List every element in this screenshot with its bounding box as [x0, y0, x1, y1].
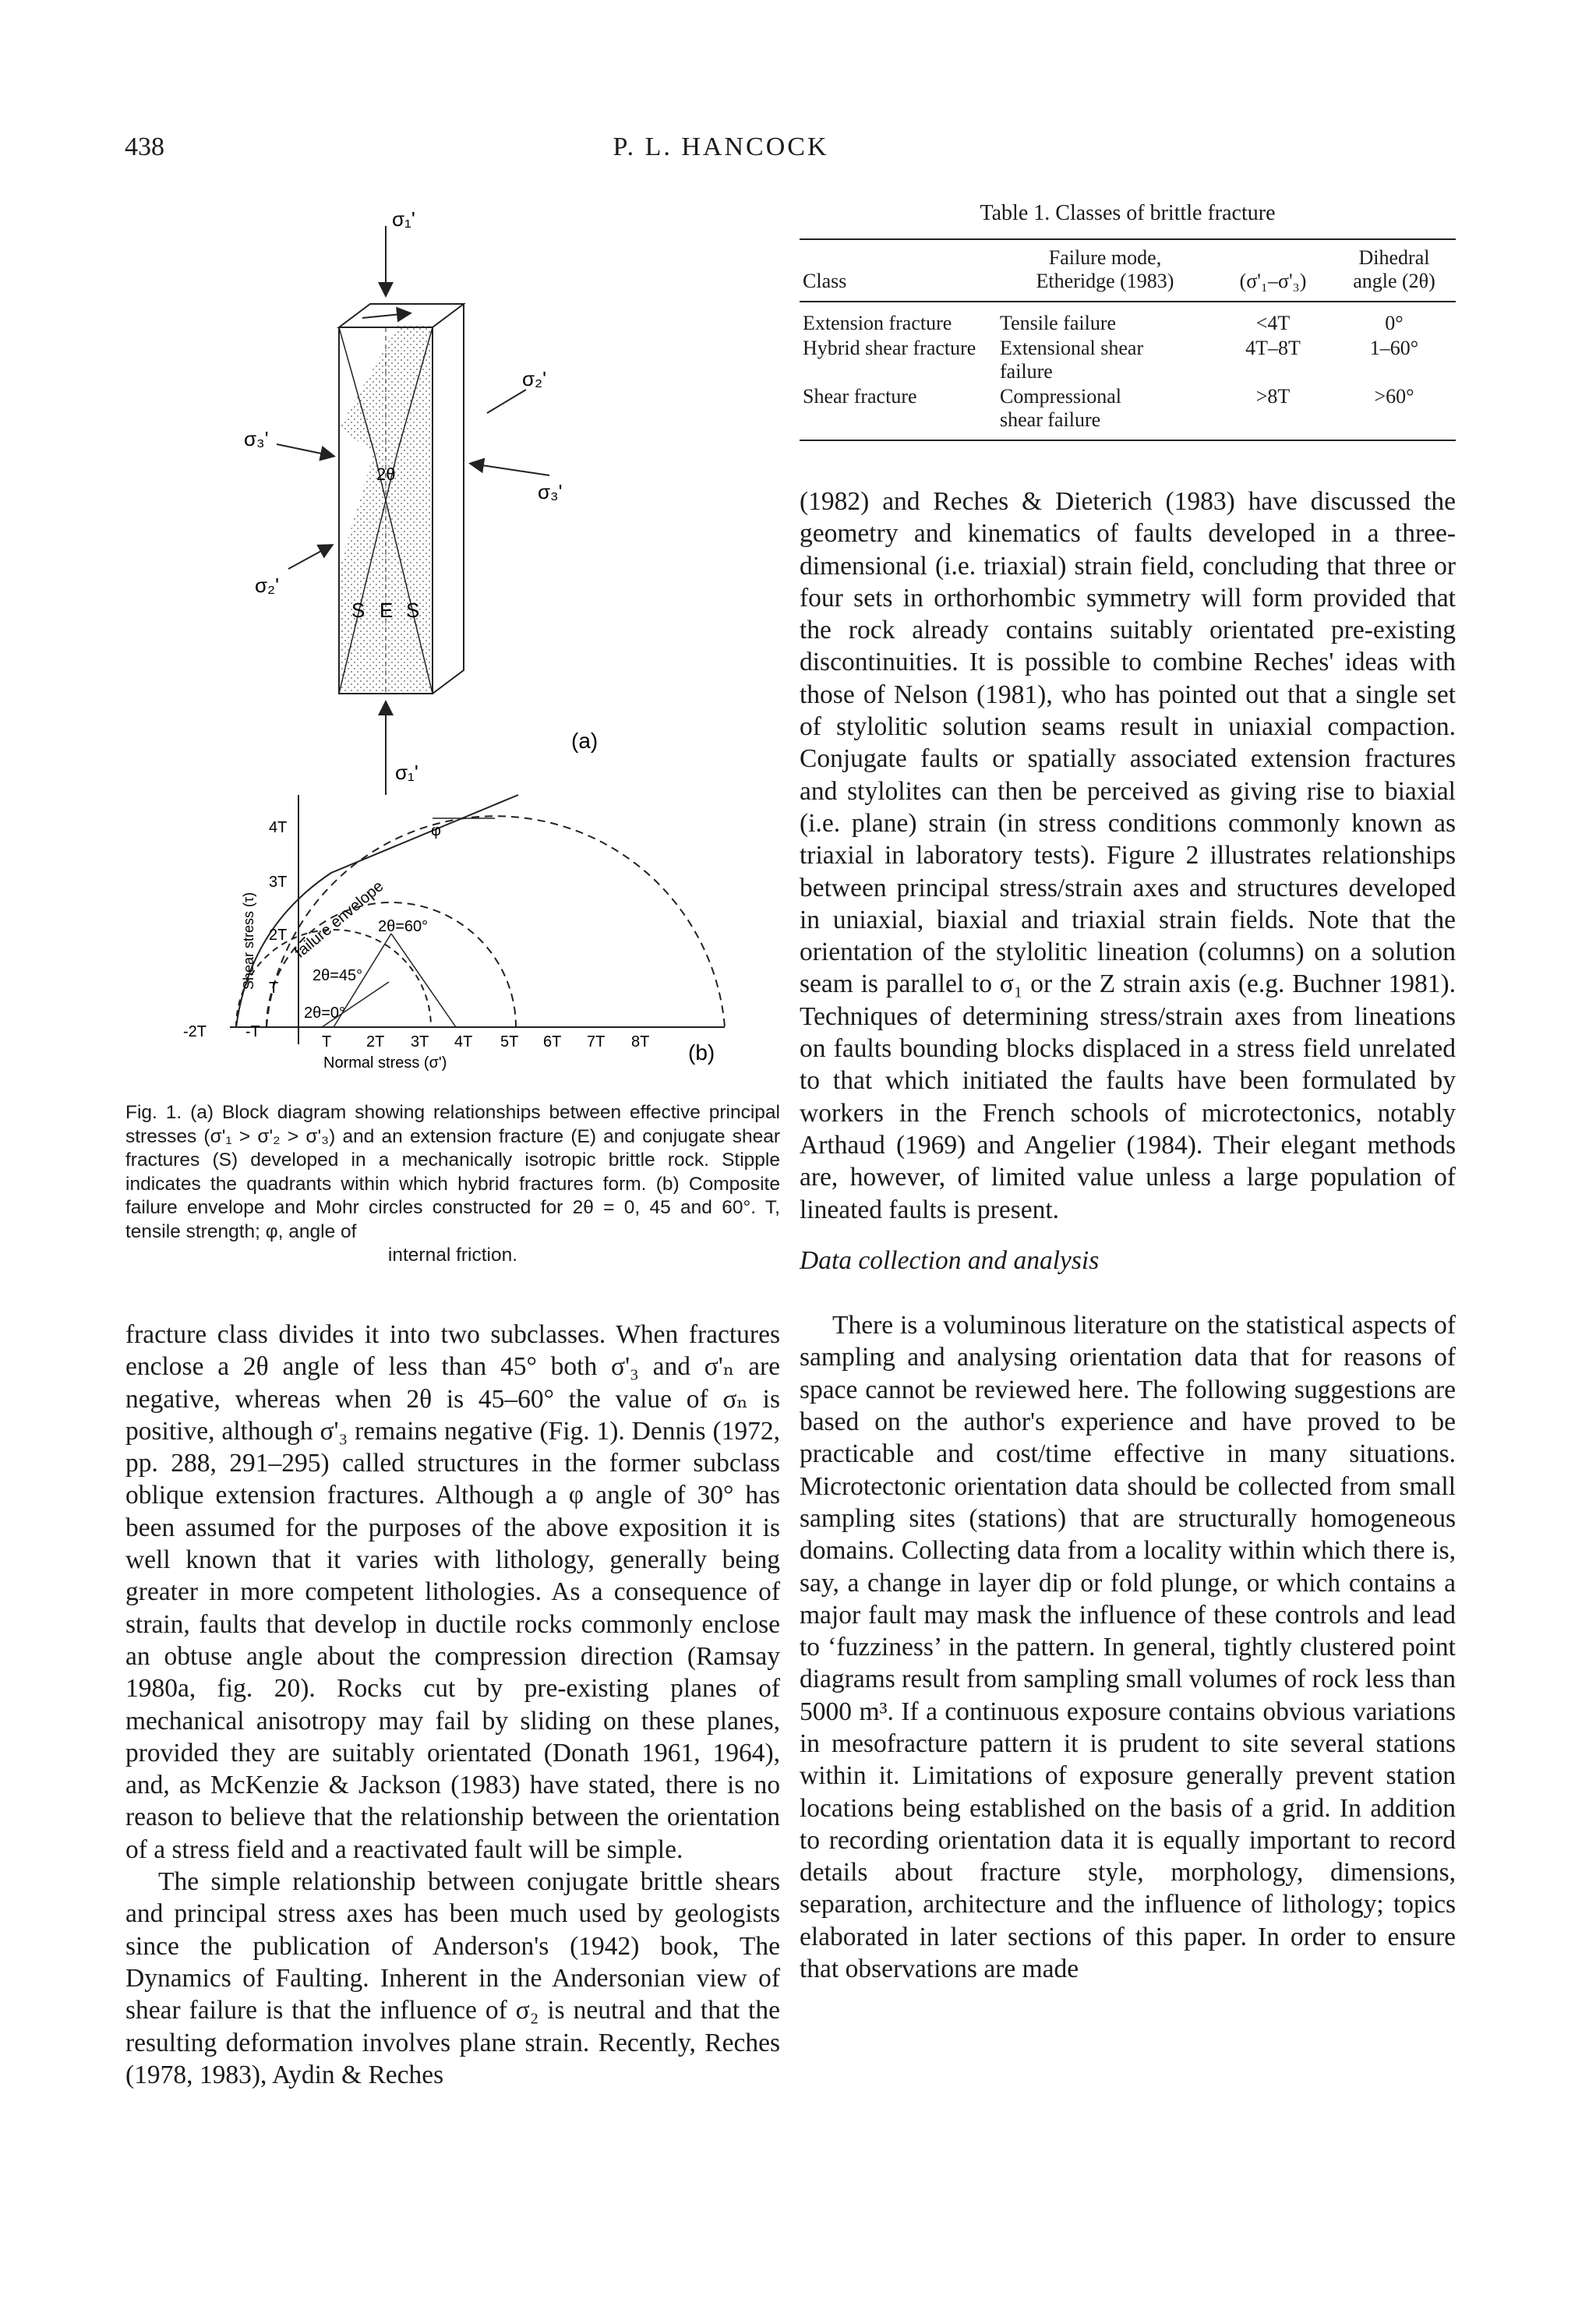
sigma2-right-label: σ₂' — [522, 367, 547, 390]
page-number: 438 — [125, 132, 164, 161]
extension-fracture-label: E — [380, 599, 394, 622]
body-paragraph: (1982) and Reches & Dieterich (1983) have discussed the geometry and kinematics of faults developed in a three-dimensional (i.e. triaxial) strain field, concluding that three or four sets in orthorhombic symmetry will form provided that the rock already contains suitably orientated pre-existing discontinuities. It is possible to combine Reches' ideas with those of Nelson (1981), who has pointed out that a single set of stylolitic solution seams result in uniaxial compaction. Conjugate faults or spatially associated extension fractures and stylolites can then be perceived as giving rise to biaxial (i.e. plane) strain (in stress conditions commonly known as triaxial in laboratory tests). Figure 2 illustrates relationships between principal stress/strain axes and structures developed in uniaxial, biaxial and triaxial strain fields. Note that the orientation of the stylolitic lineation (columns) on a solution seam is parallel to σ₁ or the Z strain axis (e.g. Buchner 1981). Techniques of determining stress/strain axes from lineations on faults bounding blocks displaced in a stress field unrelated to that which initiated the faults have been formulated by workers in the French schools of microtectonics, notably Arthaud (1969) and Angelier (1984). Their elegant methods are, however, of limited value unless a large population of lineated faults is present. — [800, 487, 1456, 1224]
sigma2-left-label: σ₂' — [255, 574, 280, 597]
cell-mode: Extensional shear failure — [1000, 337, 1144, 383]
x-tick-4T: 4T — [454, 1033, 473, 1051]
body-paragraph: The simple relationship between conjugate brittle shears and principal stress axes has been much used by geologists since the publication of Anderson's (1942) book, The Dynamics of Faulting. Inherent in the Andersonian view of shear failure is that the influence of σ₂ is neutral and that the resulting deformation involves plane strain. Recently, Reches (1978, 1983), Aydin & Reches — [125, 1867, 780, 2089]
sigma3-right-arrow — [471, 464, 549, 475]
x-tick-6T: 6T — [543, 1033, 562, 1051]
envelope-label: failure envelope — [291, 878, 387, 962]
cell-diff: 4T–8T — [1245, 337, 1301, 359]
sigma3-right-label: σ₃' — [538, 480, 563, 503]
figure-caption — [125, 1101, 780, 1268]
header-mode: Failure mode, Etheridge (1983) — [997, 239, 1213, 302]
shear-fracture-label-right: S — [406, 599, 420, 622]
x-tick-5T: 5T — [500, 1033, 519, 1051]
x-tick-8T: 8T — [631, 1033, 650, 1051]
cell-mode: Compressional shear failure — [997, 384, 1213, 440]
header-diff: (σ'₁–σ'₃) — [1213, 239, 1333, 302]
phi-label: φ — [431, 822, 441, 839]
sigma1-bottom-label: σ₁' — [395, 761, 418, 784]
sigma3-left-label: σ₃' — [244, 427, 269, 450]
y-tick-4T: 4T — [269, 819, 288, 836]
x-tick-negT: -T — [245, 1023, 260, 1040]
panel-a-label: (a) — [571, 729, 598, 753]
sigma2-leader — [487, 390, 526, 413]
left-column-text — [125, 1319, 780, 2091]
sigma2-left-arrow — [288, 546, 331, 569]
figure-1 — [183, 203, 752, 1099]
table-header-row — [800, 239, 1456, 302]
header-class: Class — [800, 239, 997, 302]
section-heading: Data collection and analysis — [800, 1245, 1100, 1275]
cell-class: Shear fracture — [800, 384, 997, 440]
y-tick-3T: 3T — [269, 874, 288, 891]
cell-diff: <4T — [1255, 312, 1291, 334]
x-tick-T: T — [322, 1033, 332, 1051]
panel-b-label: (b) — [688, 1040, 715, 1065]
mohr-label-60: 2θ=60° — [378, 918, 429, 935]
cell-angle: >60° — [1333, 384, 1456, 440]
body-paragraph: fracture class divides it into two subclasses. When fractures enclose a 2θ angle of less than 45° both σ'₃ and σ'ₙ are negative, whereas when 2θ is 45–60° the value of σₙ is positive, although σ'₃ remains negative (Fig. 1). Dennis (1972, pp. 288, 291–295) called structures in the former subclass oblique extension fractures. Although a φ angle of 30° has been assumed for the purposes of the above exposition it is well known that it varies with lithology, generally being greater in more competent lithologies. As a consequence of strain, faults that develop in ductile rocks commonly enclose an obtuse angle about the compression direction (Ramsay 1980a, fig. 20). Rocks cut by pre-existing planes of mechanical anisotropy may fail by sliding on these planes, provided they are suitably orientated (Donath 1961, 1964), and, as McKenzie & Jackson (1983) have stated, there is no reason to believe that the relationship between the orientation of a stress field and a reactivated fault will be simple. — [125, 1320, 780, 1864]
cell-mode: Tensile failure — [1000, 312, 1117, 334]
body-paragraph: There is a voluminous literature on the statistical aspects of sampling and analysing orientation data that for reasons of space cannot be reviewed here. The following suggestions are based on the author's experience and have proved to be practicable and cost/time effective in many situations. Microtectonic orientation data should be collected from small sampling sites (stations) that are structurally homogeneous domains. Collecting data from a locality within which there is, say, a change in layer dip or fold plunge, or which contains a major fault may mask the influence of these controls and lead to ‘fuzziness’ in the pattern. In general, tightly clustered point diagrams result from sampling small volumes of rock less than 5000 m³. If a continuous exposure contains obvious variations in mesofracture pattern it is prudent to site several stations within it. Limitations of exposure generally prevent station locations being established on the basis of a grid. In addition to recording orientation data it is equally important to record details about fracture style, morphology, dimensions, separation, architecture and the influence of lithology; topics elaborated in later sections of this paper. In order to ensure that observations are made — [800, 1311, 1456, 1984]
cell-angle: 0° — [1385, 312, 1404, 334]
y-tick-2T: 2T — [269, 927, 288, 944]
caption-line: principal stresses (σ'₁ > σ'₂ > σ'₃) and an extension fracture (E) and — [125, 1102, 780, 1147]
dihedral-angle-label: 2θ — [376, 464, 396, 484]
block-top-face — [339, 304, 464, 327]
table-row — [800, 336, 1456, 384]
caption-line: constructed for 2θ = 0, 45 and 60°. T, tensile strength; φ, angle of — [125, 1197, 780, 1242]
table-title: Table 1. Classes of brittle fracture — [980, 201, 1276, 225]
caption-line: Fig. 1. (a) Block diagram showing relationships between effective — [125, 1102, 701, 1123]
top-slip-arrow — [362, 313, 409, 318]
cell-diff: >8T — [1213, 384, 1333, 440]
sigma3-left-arrow — [277, 444, 333, 456]
caption-line: fractures form. (b) Composite failure envelope and Mohr circles — [125, 1173, 780, 1218]
x-tick-3T: 3T — [411, 1033, 429, 1051]
sigma1-top-label: σ₁' — [392, 207, 415, 231]
right-column-text — [800, 486, 1456, 1985]
cell-angle: 1–60° — [1369, 337, 1419, 359]
table-row — [800, 302, 1456, 336]
cell-class: Extension fracture — [803, 312, 952, 334]
mohr-label-45: 2θ=45° — [312, 967, 363, 984]
fracture-class-table — [800, 238, 1456, 441]
y-axis-label: Shear stress (τ) — [241, 892, 256, 990]
table-row — [800, 384, 1456, 440]
block-diagram — [277, 226, 549, 795]
x-axis-label: Normal stress (σ') — [323, 1054, 447, 1072]
block-side-face — [433, 304, 464, 694]
caption-line: brittle rock. Stipple indicates the quadrants within which hybrid — [125, 1149, 780, 1195]
x-tick-7T: 7T — [587, 1033, 606, 1051]
caption-line-last: internal friction. — [387, 1245, 518, 1266]
header-angle: Dihedral angle (2θ) — [1333, 239, 1456, 302]
x-tick-2T: 2T — [366, 1033, 385, 1051]
cell-class: Hybrid shear fracture — [803, 337, 976, 359]
running-header-author: P. L. HANCOCK — [613, 132, 829, 161]
shear-fracture-label-left: S — [351, 599, 365, 622]
y-tick-T: T — [269, 980, 279, 997]
mohr-label-0: 2θ=0° — [304, 1005, 346, 1022]
x-tick-neg2T: -2T — [183, 1023, 207, 1040]
caption-line: conjugate shear fractures (S) developed in a mechanically isotropic — [125, 1125, 781, 1171]
